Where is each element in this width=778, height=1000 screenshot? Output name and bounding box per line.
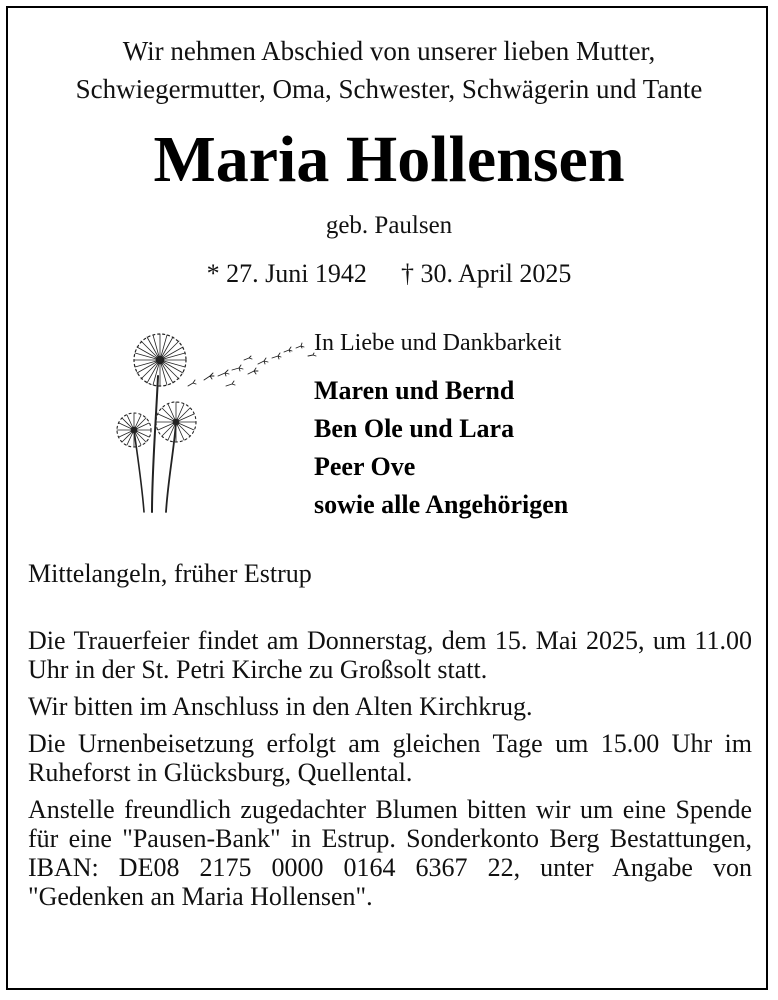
place-text: Mittelangeln, früher Estrup	[28, 559, 312, 588]
service-details	[28, 626, 752, 919]
intro-line-1: Wir nehmen Abschied von unserer lieben Mutter,	[122, 36, 656, 66]
burial-paragraph: Die Urnenbeisetzung erfolgt am gleichen Tage um 15.00 Uhr im Ruheforst in Glücksburg, Quellental.	[28, 729, 752, 787]
mourners-list	[314, 372, 568, 524]
intro-line-2: Schwiegermutter, Oma, Schwester, Schwägerin und Tante	[75, 74, 703, 104]
mourner-name: Maren und Bernd	[314, 376, 515, 405]
deceased-name: Maria Hollensen	[153, 123, 625, 196]
mourner-name: Peer Ove	[314, 452, 416, 481]
greeting-text: In Liebe und Dankbarkeit	[314, 330, 562, 356]
death-date: † 30. April 2025	[400, 259, 572, 288]
mourner-name: Ben Ole und Lara	[314, 414, 515, 443]
mourner-name: sowie alle Angehörigen	[314, 490, 569, 519]
dandelion-icon	[108, 330, 328, 520]
donation-paragraph: Anstelle freundlich zugedachter Blumen bitten wir um eine Spende für eine "Pausen-Bank" in Estrup. Sonderkonto Berg Bestattungen, IBAN: DE08 2175 0000 0164 6367 22, unter Angabe von "Gedenken an Maria Hollensen".	[28, 795, 752, 911]
maiden-name: geb. Paulsen	[325, 212, 453, 239]
intro-text	[0, 32, 778, 108]
life-dates	[0, 256, 778, 292]
funeral-paragraph: Die Trauerfeier findet am Donnerstag, dem 15. Mai 2025, um 11.00 Uhr in der St. Petri Kirche zu Großsolt statt.	[28, 626, 752, 684]
reception-paragraph: Wir bitten im Anschluss in den Alten Kirchkrug.	[28, 692, 533, 721]
birth-date: * 27. Juni 1942	[206, 259, 367, 288]
